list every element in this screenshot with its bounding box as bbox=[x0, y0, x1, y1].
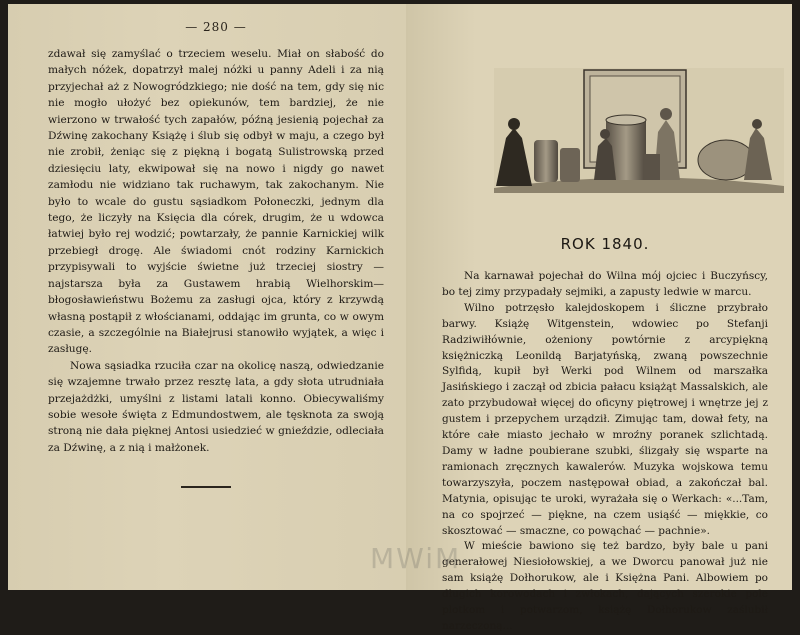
paragraph: W mieście bawiono się też bardzo, były bale u pani generałowej Niesiołowskiej, a we Dworcu panował już nie sam książę Dołhorukow, ale i Księżna Pani. Albowiem po długich korowodach i zwłokach, dających szerokie pole plotkom i potwarzom, książę Dołhorukow zaślubił narzeczoną... bbox=[442, 540, 768, 632]
book-spread bbox=[8, 4, 792, 632]
page-number: — 280 — bbox=[185, 20, 247, 34]
chapter-title: ROK 1840. bbox=[560, 235, 650, 253]
paragraph: zdawał się zamyślać o trzeciem weselu. Miał on słabość do małych nóżek, dopatrzył malej nóżki u panny Adeli i za nią przyjechał aż z Nowogródzkiego; nie dość na tem, gdy się nic nie mogło ułożyć bez opiekunów, tem bardziej, że nie wierzono w trwałość tych zapałów, późną jesienią pojechał za Dźwinę zakochany Książę i ślub się odbył w maju, a czego był nie zrobił, żeniąc się z piękną i bogatą Sulistrowską przed dziesięciu laty, ekwipował się na nowo i nigdy go nawet zamłodu nie widziano tak ruchawym, tak zakochanym. Nie było to wcale do gustu sąsiadkom Połoneczki, jednym dla tego, że liczyły na Księcia dla córek, drugim, że u wdowca łatwiej było rej wodzić; powtarzały, że pannie Karnickiej wilk przebiegł drogę. Ale świadomi cnót rodziny Karnickich przypisywali to wyjście świetne już trzeciej siostry — najstarsza była za Gustawem hrabią Wielhorskim—błogosławieństwu Bożemu za zasługi ojca, który z krzywdą własną postąpił z włościanami, oddając im grunta, co w owym czasie, a szczególnie na Białejrusi stanowiło wyjątek, a więc i zasługę. bbox=[48, 48, 384, 356]
left-page bbox=[8, 4, 406, 590]
paragraph: Wilno potrzęsło kalejdoskopem i śliczne przybrało barwy. Książę Witgenstein, wdowiec po Stefanji Radziwiłłównie, ożeniony powtórnie z arcypiękną księżniczką Leonildą Barjatyńską, zwaną powszechnie Sylfidą, kupił był Werki pod Wilnem od marszałka Jasińskiego i zaczął od zbicia pałacu książąt Massalskich, ale zato przybudował więcej do oficyny piętrowej i wnętrze jej z gustem i przepychem urządził. Zimując tam, dował fety, na które całe miasto jechało w mroźny poranek szlichtadą. Damy w ładne poubierane szubki, ślizgały się wsparte na ramionach zręcznych kawalerów. Muzyka wojskowa temu towarzyszyła, poczem następował obiad, a zakończał bal. Matynia, opisując te uroki, wyrażała się o Werkach: «...Tam, na co spojrzeć — piękne, na czem usiąść — miękkie, co skosztować — smaczne, co powąchać — pachnie». bbox=[442, 301, 768, 537]
right-page-text bbox=[442, 269, 768, 635]
left-page-text bbox=[48, 46, 384, 456]
illustration-image bbox=[494, 68, 784, 193]
paragraph: Na karnawał pojechał do Wilna mój ojciec i Buczyńscy, bo tej zimy przypadały sejmiki, a zapusty ledwie w marcu. bbox=[442, 270, 768, 298]
paragraph: Nowa sąsiadka rzuciła czar na okolicę naszą, odwiedzanie się wzajemne trwało przez resztę lata, a gdy słota utrudniała przejażdżki, umyślni z listami latali konno. Obiecywaliśmy sobie wesołe święta z Edmundostwem, ale tęsknota za swoją stroną nie dała pięknej Antosi usiedzieć w gnieździe, odleciała za Dźwinę, a z nią i małżonek. bbox=[48, 359, 384, 454]
right-page bbox=[406, 4, 792, 632]
watermark-logo: MWiM bbox=[370, 542, 462, 575]
section-divider bbox=[181, 486, 231, 488]
